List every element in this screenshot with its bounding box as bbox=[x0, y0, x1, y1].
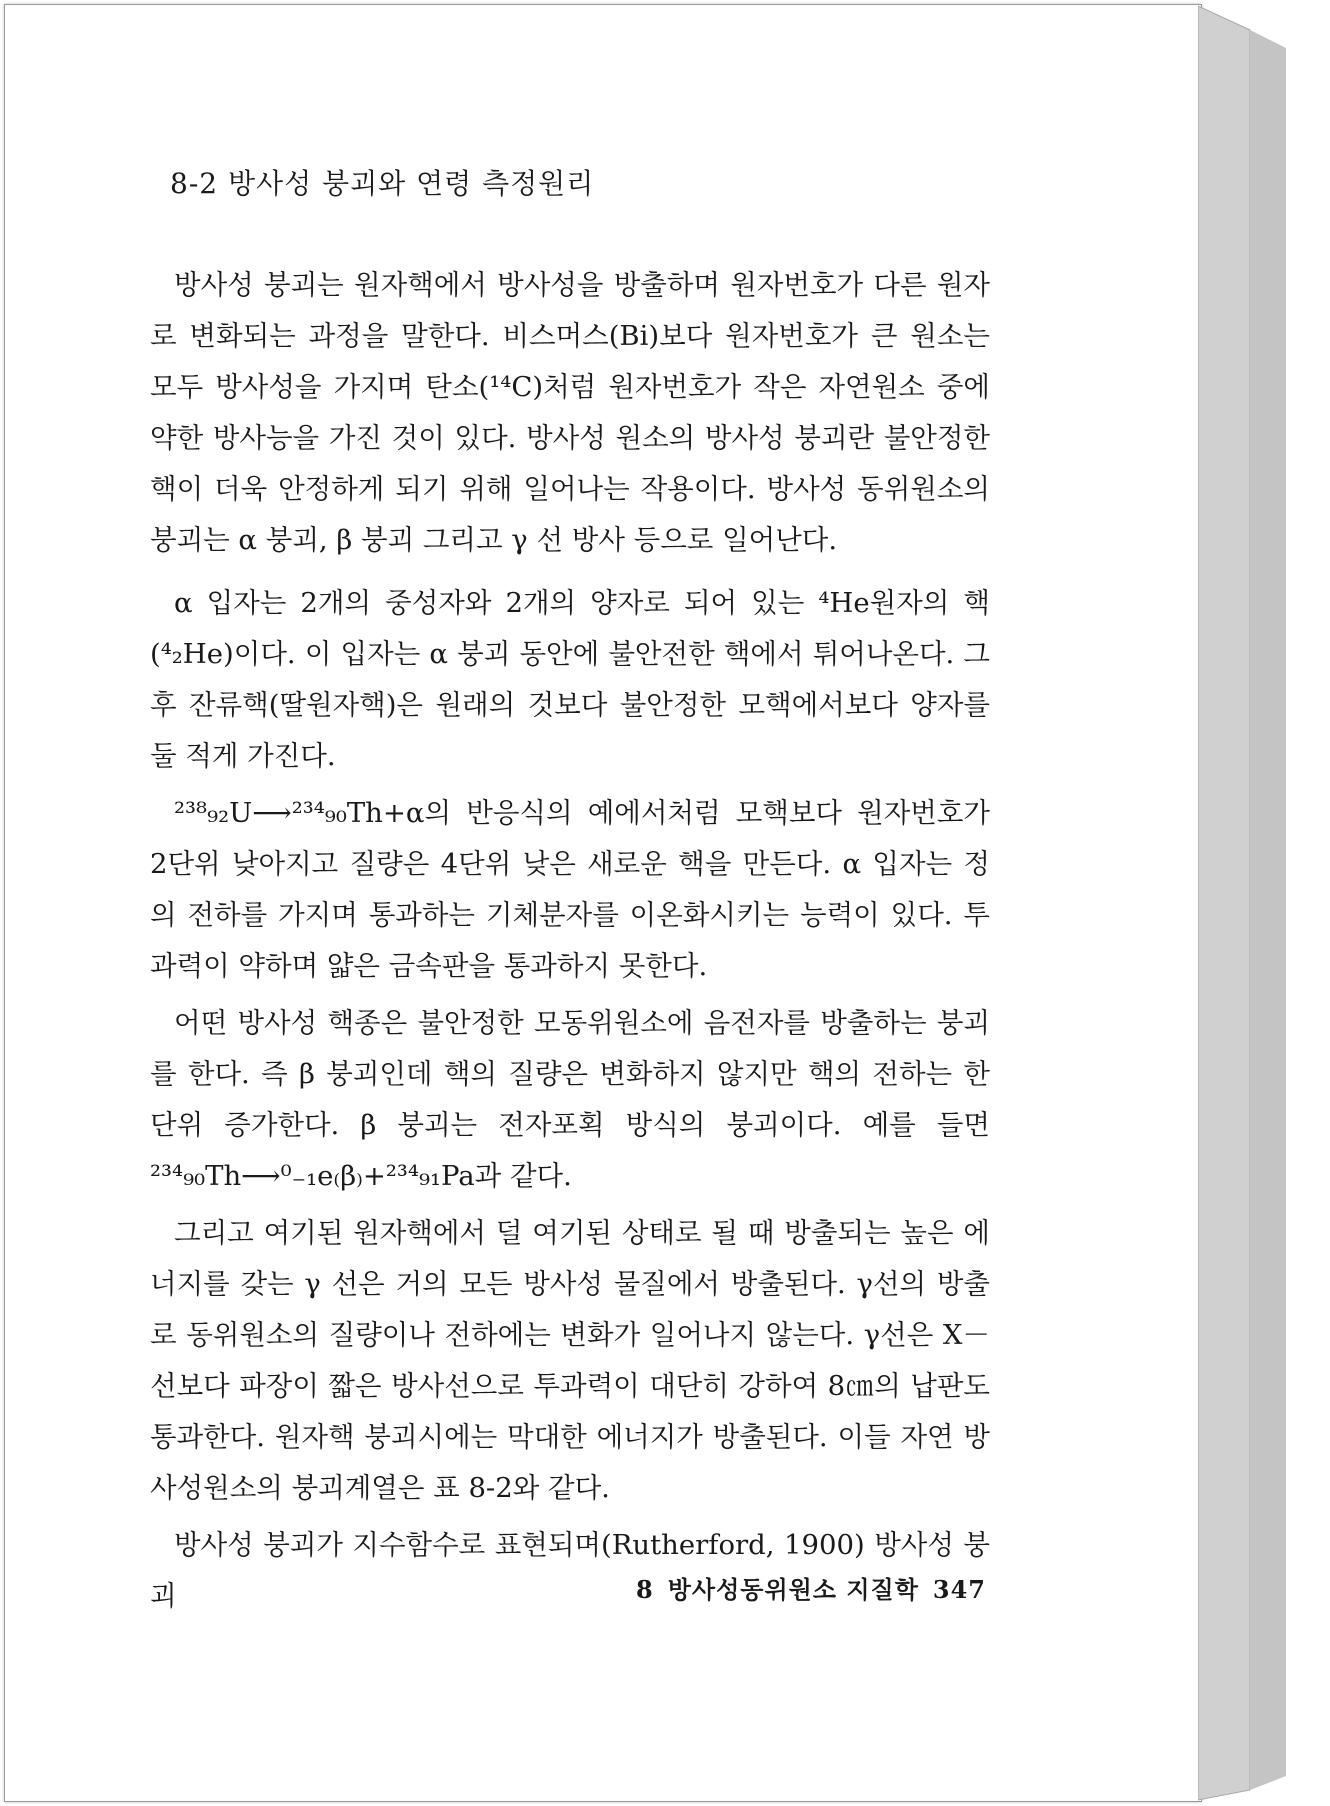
chapter-title: 방사성동위원소 지질학 bbox=[667, 1575, 919, 1604]
paragraph: 그리고 여기된 원자핵에서 덜 여기된 상태로 될 때 방출되는 높은 에너지를 갖는 γ 선은 거의 모든 방사성 물질에서 방출된다. γ선의 방출로 동위원소의 질량이나 전하에는 변화가 일어나지 않는다. γ선은 X－선보다 파장이 짧은 방사선으로 투과력이 대단히 강하여 8㎝의 납판도 통과한다. 원자핵 붕괴시에는 막대한 에너지가 방출된다. 이들 자연 방사성원소의 붕괴계열은 표 8-2와 같다. bbox=[150, 1217, 990, 1504]
paragraph-text: 어떤 방사성 핵종은 불안정한 모동위원소에 음전자를 방출하는 붕괴를 한다. 즉 β 붕괴인데 핵의 질량은 변화하지 않지만 핵의 전하는 한 단위 증가한다. β 붕괴는 전자포획 방식의 붕괴이다. 예를 들면 bbox=[150, 1007, 990, 1141]
page-footer bbox=[636, 1570, 1000, 1605]
paragraph: 방사성 붕괴가 지수함수로 표현되며(Rutherford, 1900) 방사성 붕괴 bbox=[150, 1529, 990, 1612]
paragraph-text: 의 반응식의 예에서처럼 모핵보다 원자번호가 2단위 낮아지고 질량은 4단위 낮은 새로운 핵을 만든다. α 입자는 정의 전하를 가지며 통과하는 기체분자를 이온화시키는 능력이 있다. 투과력이 약하며 얇은 금속판을 통과하지 못한다. bbox=[150, 797, 990, 982]
paragraph-text: 과 같다. bbox=[474, 1160, 572, 1192]
page-number: 347 bbox=[932, 1575, 987, 1604]
paragraph: α 입자는 2개의 중성자와 2개의 양자로 되어 있는 ⁴He원자의 핵(⁴₂He)이다. 이 입자는 α 붕괴 동안에 불안전한 핵에서 튀어나온다. 그 후 잔류핵(딸원자핵)은 원래의 것보다 불안정한 모핵에서보다 양자를 둘 적게 가진다. bbox=[150, 587, 990, 772]
paragraph bbox=[150, 788, 990, 992]
section-heading: 8-2 방사성 붕괴와 연령 측정원리 bbox=[170, 167, 595, 200]
paragraph: 방사성 붕괴는 원자핵에서 방사성을 방출하며 원자번호가 다른 원자로 변화되는 과정을 말한다. 비스머스(Bi)보다 원자번호가 큰 원소는 모두 방사성을 가지며 탄소(¹⁴C)처럼 원자번호가 작은 자연원소 중에 약한 방사능을 가진 것이 있다. 방사성 원소의 방사성 붕괴란 불안정한 핵이 더욱 안정하게 되기 위해 일어나는 작용이다. 방사성 동위원소의 붕괴는 α 붕괴, β 붕괴 그리고 γ 선 방사 등으로 일어난다. bbox=[150, 269, 990, 556]
paragraph bbox=[150, 998, 990, 1202]
equation: ²³⁴₉₀Th⟶⁰₋₁e₍β₎+²³⁴₉₁Pa bbox=[150, 1160, 475, 1192]
equation: ²³⁸₉₂U⟶²³⁴₉₀Th+α bbox=[174, 797, 425, 829]
chapter-number: 8 bbox=[636, 1575, 654, 1604]
body-text bbox=[150, 260, 990, 1628]
